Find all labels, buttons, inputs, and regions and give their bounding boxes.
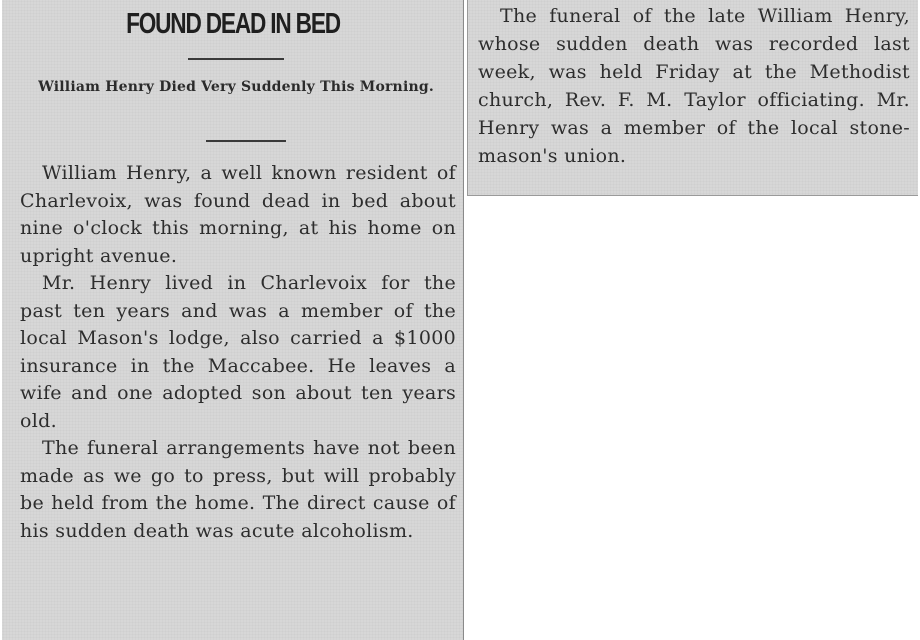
article-paragraph: William Henry, a well known resident of Charlevoix, was found dead in bed about nine o'clock this morning, at his home on upright avenue.: [20, 162, 456, 267]
article-paragraph: Mr. Henry lived in Charlevoix for the past ten years and was a member of the local Mason's lodge, also carried a $1000 insurance in the Maccabee. He leaves a wife and one adopted son about ten years old.: [20, 272, 456, 432]
subheadline: William Henry Died Very Suddenly This Morning.: [38, 79, 434, 95]
subheadline-divider: [206, 140, 286, 142]
headline-divider: [188, 58, 284, 60]
followup-clipping: [467, 0, 918, 196]
article-clipping: [2, 0, 464, 640]
followup-paragraph: The funeral of the late William Henry, whose sudden death was recorded last week, was held Friday at the Methodist church, Rev. F. M. Taylor officiating. Mr. Henry was a member of the local stone-mason's union.: [478, 5, 910, 167]
article-paragraph: The funeral arrangements have not been made as we go to press, but will probably be held from the home. The direct cause of his sudden death was acute alcoholism.: [20, 437, 456, 542]
headline: FOUND DEAD IN BED: [126, 8, 340, 40]
article-body: [20, 160, 456, 545]
followup-body: [478, 2, 910, 170]
